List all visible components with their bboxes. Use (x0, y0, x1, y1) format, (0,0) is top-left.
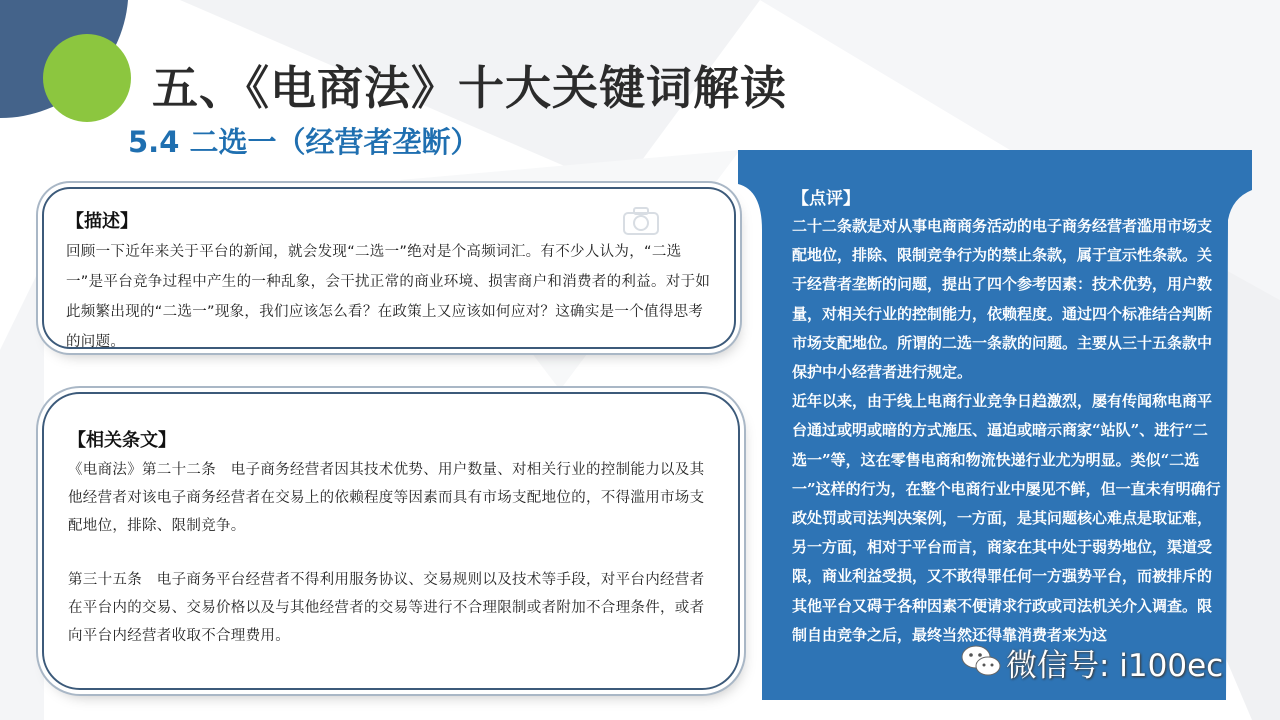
article-22-text: 《电商法》第二十二条 电子商务经营者因其技术优势、用户数量、对相关行业的控制能力以及其他经营者对该电子商务经营者在交易上的依赖程度等因素而具有市场支配地位的，不得滥用市场支配地位，排除、限制竞争。 (68, 462, 705, 534)
camera-icon (622, 206, 660, 236)
article-35-text: 第三十五条 电子商务平台经营者不得利用服务协议、交易规则以及技术等手段，对平台内经营者在平台内的交易、交易价格以及与其他经营者的交易等进行不合理限制或者附加不合理条件，或者向平台内经营者收取不合理费用。 (68, 572, 705, 644)
description-text: 回顾一下近年来关于平台的新闻，就会发现“二选一”绝对是个高频词汇。有不少人认为，“二选一”是平台竞争过程中产生的一种乱象，会干扰正常的商业环境、损害商户和消费者的利益。对于如此频繁出现的“二选一”现象，我们应该怎么看？在政策上又应该如何应对？这确实是一个值得思考的问题。 (66, 244, 711, 350)
review-body (792, 212, 1222, 650)
corner-green-circle (43, 34, 131, 122)
wechat-icon (960, 642, 1002, 680)
review-paragraph-2: 近年以来，由于线上电商行业竞争日趋激烈，屡有传闻称电商平台通过或明或暗的方式施压、逼迫或暗示商家“站队”、进行“二选一”等，这在零售电商和物流快递行业尤为明显。类似“二选一”这样的行为，在整个电商行业中屡见不鲜，但一直未有明确行政处罚或司法判决案例，一方面，是其问题核心难点是取证难，另一方面，相对于平台而言，商家在其中处于弱势地位，渠道受限，商业利益受损，又不敢得罪任何一方强势平台，而被排斥的其他平台又碍于各种因素不便请求行政或司法机关介入调查。限制自由竞争之后，最终当然还得靠消费者来为这 (792, 392, 1221, 644)
description-heading: 【描述】 (66, 211, 138, 232)
review-paragraph-1: 二十二条款是对从事电商商务活动的电子商务经营者滥用市场支配地位，排除、限制竞争行为的禁止条款，属于宣示性条款。关于经营者垄断的问题，提出了四个参考因素：技术优势，用户数量，对相关行业的控制能力，依赖程度。通过四个标准结合判断市场支配地位。所谓的二选一条款的问题。主要从三十五条款中保护中小经营者进行规定。 (792, 217, 1213, 382)
review-heading: 【点评】 (792, 189, 860, 209)
related-articles-card (44, 394, 738, 688)
wechat-id-text: 微信号: i100ec (1006, 648, 1224, 684)
slide-subtitle: 5.4 二选一（经营者垄断） (128, 125, 480, 159)
review-panel (738, 150, 1252, 700)
slide-title: 五、《电商法》十大关键词解读 (152, 61, 787, 115)
related-articles-heading: 【相关条文】 (68, 430, 176, 451)
